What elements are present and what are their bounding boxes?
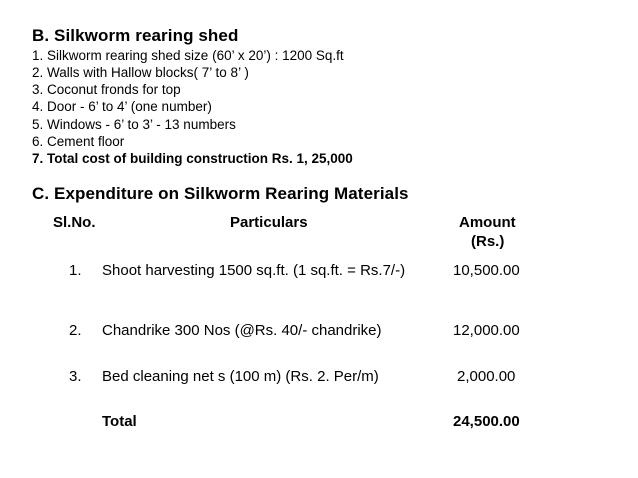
list-item: 2. Walls with Hallow blocks( 7’ to 8’ ): [32, 65, 249, 80]
row-3-amount: 2,000.00: [457, 368, 516, 385]
section-b-title: B. Silkworm rearing shed: [32, 26, 239, 45]
section-c-title: C. Expenditure on Silkworm Rearing Materials: [32, 184, 409, 203]
list-item: 5. Windows - 6’ to 3’ - 13 numbers: [32, 117, 236, 132]
row-2-amount: 12,000.00: [453, 322, 520, 339]
row-3-slno: 3.: [69, 368, 82, 385]
row-1-slno: 1.: [69, 262, 82, 279]
list-item: 4. Door - 6’ to 4’ (one number): [32, 99, 212, 114]
row-1-particulars: Shoot harvesting 1500 sq.ft. (1 sq.ft. = Rs.7/-): [102, 262, 406, 279]
list-item: 3. Coconut fronds for top: [32, 82, 181, 97]
row-1-amount: 10,500.00: [453, 262, 520, 279]
header-particulars: Particulars: [230, 214, 308, 231]
row-2-slno: 2.: [69, 322, 82, 339]
header-slno: Sl.No.: [53, 214, 96, 231]
list-item-total-cost: 7. Total cost of building construction Rs. 1, 25,000: [32, 151, 353, 166]
row-2-particulars: Chandrike 300 Nos (@Rs. 40/- chandrike): [102, 322, 382, 339]
list-item: 6. Cement floor: [32, 134, 125, 149]
total-label: Total: [102, 413, 137, 430]
total-amount: 24,500.00: [453, 413, 520, 430]
header-amount: Amount: [459, 214, 516, 231]
row-3-particulars: Bed cleaning net s (100 m) (Rs. 2. Per/m): [102, 368, 379, 385]
header-amount-unit: (Rs.): [471, 233, 505, 250]
list-item: 1. Silkworm rearing shed size (60’ x 20’) : 1200 Sq.ft: [32, 48, 344, 63]
